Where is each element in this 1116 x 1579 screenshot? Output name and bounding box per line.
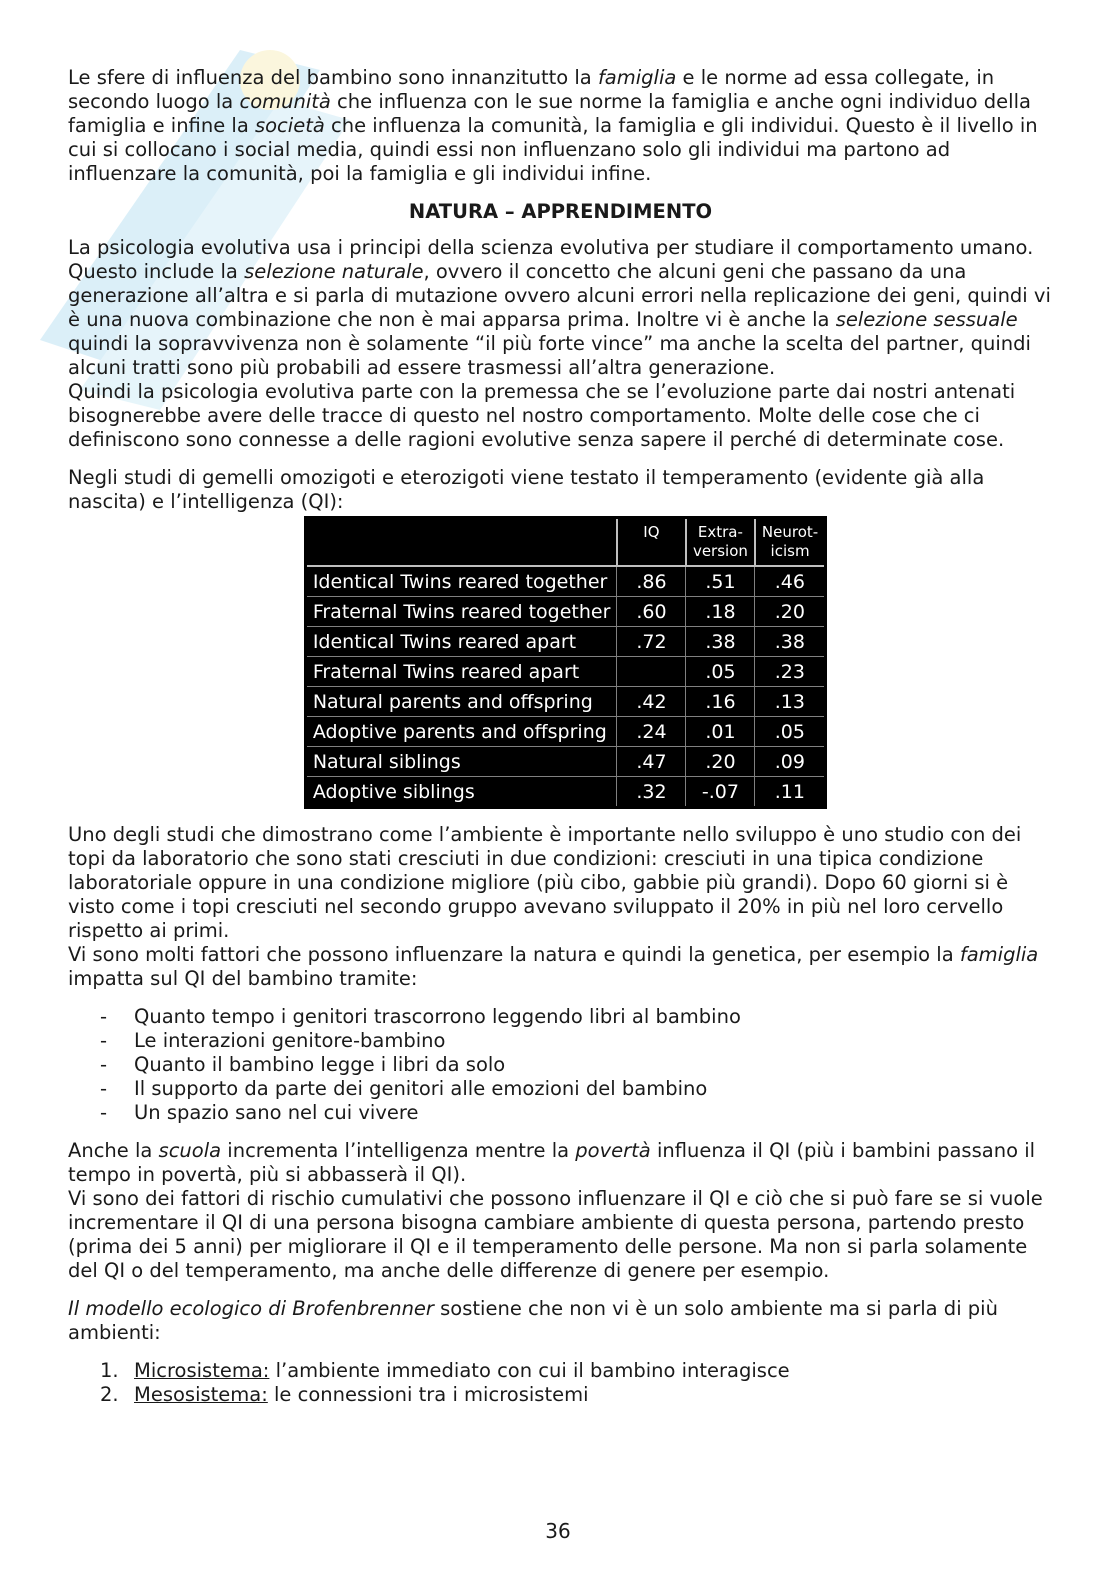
list-item: 1. Microsistema: l’ambiente immediato con cui il bambino interagisce	[100, 1359, 790, 1382]
table-row	[305, 597, 825, 627]
table-cell-neuroticism: .46	[755, 566, 826, 597]
table-row	[305, 717, 825, 747]
table-cell-neuroticism: .13	[755, 687, 826, 717]
paragraph-ecological-model: Il modello ecologico di Brofenbrenner sostiene che non vi è un solo ambiente ma si parla di più ambienti:	[68, 1297, 998, 1344]
paragraph-evolutionary-psychology: La psicologia evolutiva usa i principi della scienza evolutiva per studiare il comportamento umano. Questo include la selezione naturale, ovvero il concetto che alcuni geni che passano da una generazione all’altra e si parla di mutazione ovvero alcuni errori nella replicazione dei geni, quindi vi è una nuova combinazione che non è mai apparsa prima. Inoltre vi è anche la selezione sessuale quindi la sopravvivenza non è solamente “il più forte vince” ma anche la scelta del partner, quindi alcuni tratti sono più probabili ad essere trasmessi all’altra generazione.	[68, 236, 1051, 379]
page-number: 36	[545, 1519, 571, 1543]
table-cell-neuroticism: .11	[755, 777, 826, 808]
table-cell-iq: .86	[617, 566, 686, 597]
document-body	[68, 66, 1053, 1407]
table-row	[305, 657, 825, 687]
table-cell-label: Fraternal Twins reared apart	[305, 657, 617, 687]
list-item: - Un spazio sano nel cui vivere	[100, 1101, 1053, 1125]
section-heading: NATURA – APPRENDIMENTO	[408, 200, 713, 223]
paragraph-lab-mice-study: Uno degli studi che dimostrano come l’ambiente è importante nello sviluppo è uno studio con dei topi da laboratorio che sono stati cresciuti in due condizioni: cresciuti in una tipica condizione laboratoriale oppure in una condizione migliore (più cibo, gabbie più grandi). Dopo 60 giorni si è visto come i topi cresciuti nel secondo gruppo avevano sviluppato il 20% in più nel loro cervello rispetto ai primi.	[68, 823, 1022, 942]
table-cell-iq: .42	[617, 687, 686, 717]
table-cell-label: Fraternal Twins reared together	[305, 597, 617, 627]
table-cell-extraversion: .38	[686, 627, 755, 657]
list-item: - Quanto tempo i genitori trascorrono leggendo libri al bambino	[100, 1005, 1053, 1029]
table-row	[305, 687, 825, 717]
table-cell-neuroticism: .38	[755, 627, 826, 657]
paragraph-family-factors: Vi sono molti fattori che possono influenzare la natura e quindi la genetica, per esempio la famiglia impatta sul QI del bambino tramite:	[68, 943, 1039, 990]
paragraph-school-poverty: Anche la scuola incrementa l’intelligenza mentre la povertà influenza il QI (più i bambini passano il tempo in povertà, più si abbasserà il QI).	[68, 1139, 1036, 1186]
table-cell-label: Adoptive siblings	[305, 777, 617, 808]
table-row	[305, 747, 825, 777]
list-item: - Le interazioni genitore-bambino	[100, 1029, 1053, 1053]
table-cell-iq	[617, 657, 686, 687]
table-cell-neuroticism: .20	[755, 597, 826, 627]
table-cell-label: Natural siblings	[305, 747, 617, 777]
table-cell-neuroticism: .23	[755, 657, 826, 687]
twin-correlation-table-wrapper	[68, 516, 1053, 809]
table-cell-iq: .47	[617, 747, 686, 777]
list-item: - Quanto il bambino legge i libri da solo	[100, 1053, 1053, 1077]
table-cell-iq: .32	[617, 777, 686, 808]
table-cell-label: Identical Twins reared apart	[305, 627, 617, 657]
table-cell-extraversion: -.07	[686, 777, 755, 808]
table-cell-extraversion: .01	[686, 717, 755, 747]
family-factors-list	[68, 1005, 1053, 1125]
list-item: 2. Mesosistema: le connessioni tra i microsistemi	[100, 1383, 589, 1406]
table-cell-iq: .24	[617, 717, 686, 747]
paragraph-evolution-premise: Quindi la psicologia evolutiva parte con la premessa che se l’evoluzione parte dai nostri antenati bisognerebbe avere delle tracce di questo nel nostro comportamento. Molte delle cose che ci definiscono sono connesse a delle ragioni evolutive senza sapere il perché di determinate cose.	[68, 380, 1016, 451]
table-header-iq: IQ	[617, 518, 686, 567]
twin-correlation-table	[304, 516, 827, 809]
paragraph-spheres-of-influence: Le sfere di influenza del bambino sono innanzitutto la famiglia e le norme ad essa collegate, in secondo luogo la comunità che influenza con le sue norme la famiglia e anche ogni individuo della famiglia e infine la società che influenza la comunità, la famiglia e gli individui. Questo è il livello in cui si collocano i social media, quindi essi non influenzano solo gli individui ma partono ad influenzare la comunità, poi la famiglia e gli individui infine.	[68, 66, 1038, 185]
list-item: - Il supporto da parte dei genitori alle emozioni del bambino	[100, 1077, 1053, 1101]
table-row	[305, 777, 825, 808]
table-row	[305, 627, 825, 657]
paragraph-risk-factors: Vi sono dei fattori di rischio cumulativi che possono influenzare il QI e ciò che si può fare se si vuole incrementare il QI di una persona bisogna cambiare ambiente di questa persona, partendo presto (prima dei 5 anni) per migliorare il QI e il temperamento delle persone. Ma non si parla solamente del QI o del temperamento, ma anche delle differenze di genere per esempio.	[68, 1187, 1043, 1282]
table-header-blank	[305, 518, 617, 567]
table-cell-extraversion: .05	[686, 657, 755, 687]
table-cell-label: Natural parents and offspring	[305, 687, 617, 717]
table-cell-extraversion: .20	[686, 747, 755, 777]
table-cell-iq: .72	[617, 627, 686, 657]
table-cell-extraversion: .18	[686, 597, 755, 627]
table-header-neuroticism: Neurot- icism	[755, 518, 826, 567]
paragraph-twin-studies: Negli studi di gemelli omozigoti e eterozigoti viene testato il temperamento (evidente già alla nascita) e l’intelligenza (QI):	[68, 466, 985, 513]
table-cell-extraversion: .16	[686, 687, 755, 717]
table-cell-extraversion: .51	[686, 566, 755, 597]
table-cell-neuroticism: .09	[755, 747, 826, 777]
table-cell-iq: .60	[617, 597, 686, 627]
table-cell-label: Adoptive parents and offspring	[305, 717, 617, 747]
table-cell-label: Identical Twins reared together	[305, 566, 617, 597]
table-header-extraversion: Extra- version	[686, 518, 755, 567]
table-row	[305, 566, 825, 597]
table-header-row	[305, 518, 825, 567]
ecological-systems-list	[68, 1359, 1053, 1407]
table-cell-neuroticism: .05	[755, 717, 826, 747]
